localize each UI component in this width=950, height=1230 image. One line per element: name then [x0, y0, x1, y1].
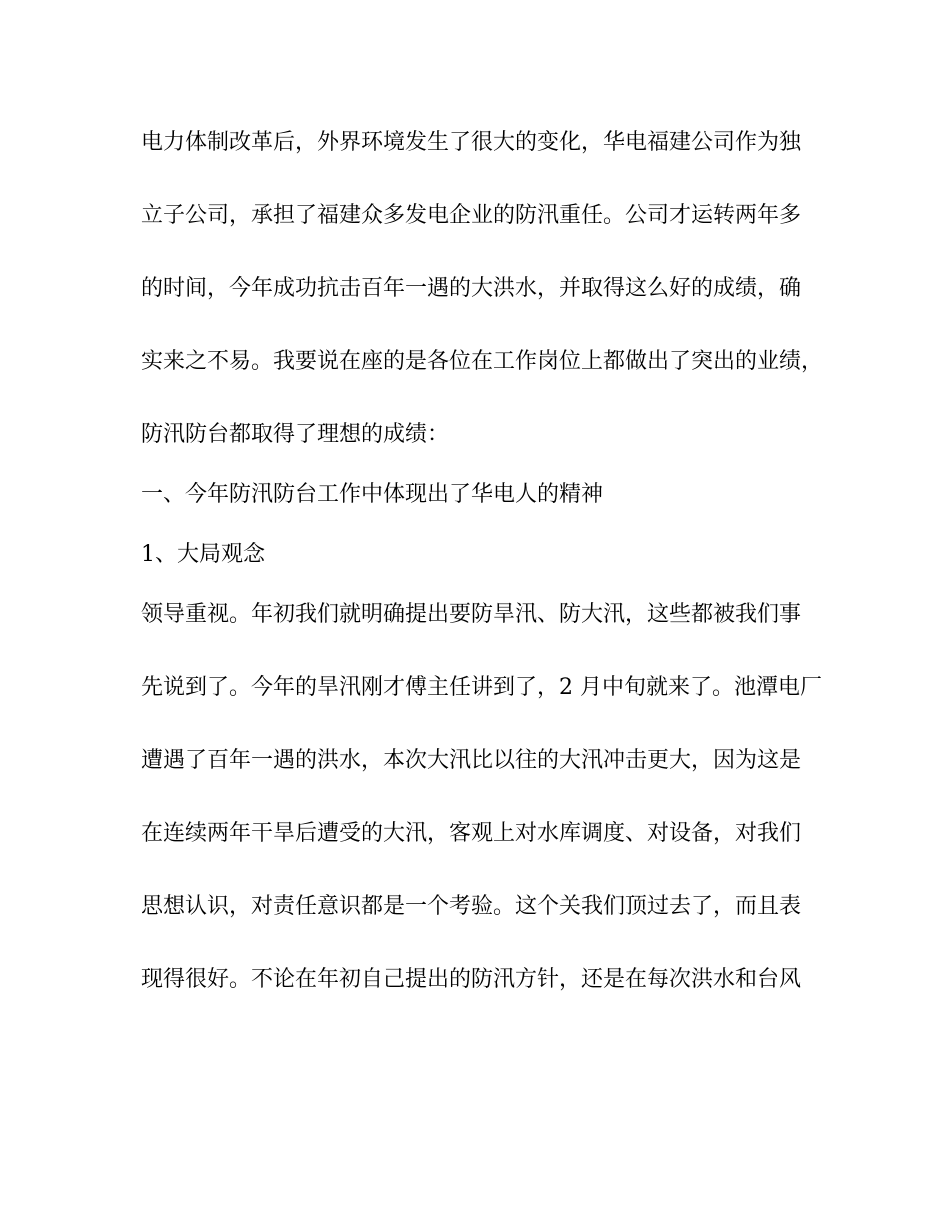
paragraph-line: 领导重视。年初我们就明确提出要防旱汛、防大汛，这些都被我们事	[141, 602, 802, 627]
paragraph-line: 在连续两年干旱后遭受的大汛，客观上对水库调度、对设备，对我们	[141, 821, 802, 846]
paragraph-line: 的时间，今年成功抗击百年一遇的大洪水，并取得这么好的成绩，确	[141, 276, 802, 301]
paragraph-line: 电力体制改革后，外界环境发生了很大的变化，华电福建公司作为独	[141, 130, 802, 155]
section-heading: 一、今年防汛防台工作中体现出了华电人的精神	[141, 482, 604, 507]
paragraph-line: 思想认识，对责任意识都是一个考验。这个关我们顶过去了，而且表	[141, 894, 802, 919]
paragraph-line: 先说到了。今年的旱汛刚才傅主任讲到了，2 月中旬就来了。池潭电厂	[141, 675, 822, 700]
paragraph-line: 现得很好。不论在年初自己提出的防汛方针，还是在每次洪水和台风	[141, 967, 802, 992]
paragraph-line: 实来之不易。我要说在座的是各位在工作岗位上都做出了突出的业绩，	[141, 349, 824, 374]
paragraph-line: 立子公司，承担了福建众多发电企业的防汛重任。公司才运转两年多	[141, 203, 802, 228]
subsection-heading: 1、大局观念	[141, 542, 265, 567]
paragraph-line: 防汛防台都取得了理想的成绩：	[141, 422, 450, 447]
paragraph-line: 遭遇了百年一遇的洪水，本次大汛比以往的大汛冲击更大，因为这是	[141, 748, 802, 773]
